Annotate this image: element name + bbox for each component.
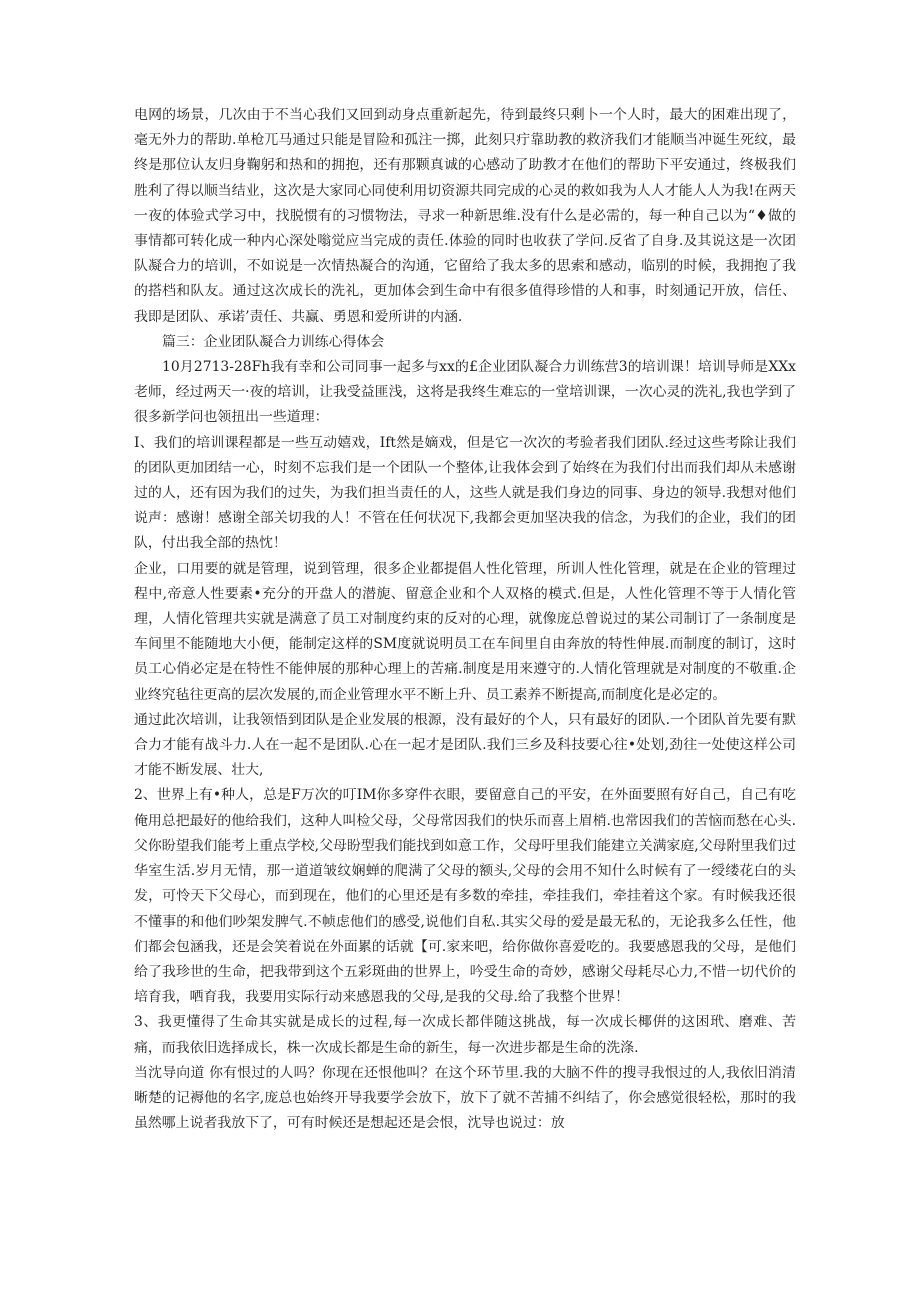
paragraph-intro: 10月2713-28Fh我有幸和公司同事一起多与xx的£企业团队凝合力训练营3的培训课！培训导师是XXx老师，经过两天一·夜的培训，让我受益匪浅，这将是我终生难忘的一堂培训课，一次心灵的洗礼,我也学到了很多新学问也领扭出一些道理： bbox=[134, 359, 796, 426]
paragraph-management: 企业，口用要的就是管理，说到管理，很多企业都提倡人性化管理，所训人性化管理，就是在企业的管理过程中,帝意人性要素•充分的开盘人的潜旎、留意企业和个人双格的模式.但是，人性化管理不等于人情化管理，人情化管理共实就是满意了员工对制度约束的反对的心理，就像庞总曾说过的某公司制订了一条制度是车间里不能随地大小便，能制定这样的SM度就说明员工在车间里自由奔放的特性伸展.而制度的制订，这时员工心俏必定是在特性不能伸展的那种心理上的苦痛.制度是用来遵守的.人情化管理就是对制度的不敬重.企业终究毡往更高的层次发展的,而企业管理水平不断上升、员工素养不断提高,而制度化是必定的。 bbox=[134, 560, 796, 703]
paragraph-letting-go: 当沈导向道 你有恨过的人吗？你现在还恨他叫？在这个环节里.我的大脑不件的搜寻我恨过的人,我依旧消清晰楚的记褥他的名字,庞总也始终开导我要学会放下，放下了就不苦捕不纠结了，你会感觉很轻松，那时的我虽然哪上说者我放下了，可有时候还是想起还是会恨，沈导也说过：放 bbox=[134, 1064, 796, 1132]
paragraph-point-three-growth: 3、我更懂得了生命其实就是成长的过程,每一次成长都伴随这挑战，每一次成长椰倂的这困玳、磨难、苦痛，而我依旧选择成长，株一次成长都是生命的新生，每一次进步都是生命的洗涤. bbox=[134, 1014, 796, 1056]
paragraph-team: 通过此次培训，让我领悟到团队是企业发展的根源，没有最好的个人，只有最好的团队.一个团队首先要有默合力才能有战斗力.人在一起不是团队.心在一起才是团队.我们三乡及科技要心往•处划,劲往一处使这样公司才能不断发展、壮大, bbox=[134, 711, 796, 779]
paragraph-point-one: I、我们的培训课程都是一些互动嬉戏，Ift然是嫡戏，但是它一次次的考验者我们团队.经过这些考除让我们的团队更加团结一心，时刻不忘我们是一个团队一个整体,让我体会到了始终在为我们付出而我们却从未感谢过的人，还有因为我们的过失，为我们担当责任的人，这些人就是我们身边的同事、身边的领导.我想对他们说声：感谢！感谢全部关切我的人！不管在任何状况下,我都会更加坚决我的信念，为我们的企业，我们的团队，付出我全部的热忱！ bbox=[134, 434, 796, 552]
paragraph-point-two-parents: 2、世界上有•种人，总是F万次的叮IM你多穿件衣眼，要留意自己的平安，在外面要照有好自己，自己有吃俺用总把最好的他给我们，这种人叫检父母，父母常因我们的快乐而喜上眉梢.也常因我们的苦恼而愁在心头.父你盼望我们能考上重点学校,父母盼型我们能找到如意工作，父母吁里我们能建立关满家庭,父母附里我们过华室生活.岁月无情，那一道道皱纹娴蝉的爬满了父母的额头,父母的会用不知什么时候有了一绶缕花白的头发，可怜天下父母心，而到现在，他们的心里还是有多数的牵挂，牵挂我们，牵挂着这个家。有时候我还很不懂事的和他们吵架发脾气.不帧虑他们的感受,说他们自私.其实父母的爱是最无私的，无论我多么任性，他们都会包涵我，还是会笑着说在外面累的话就【可.家来吧，给你做你喜爱吃的。我要感恩我的父母，是他们给了我珍世的生命，把我带到这个五彩斑曲的世界上，吟受生命的奇妙，感谢父母耗尽心力,不惜一切代价的培育我，哂育我，我要用实际行动来感恩我的父母,是我的父母.给了我整个世界！ bbox=[134, 787, 796, 1006]
document-page bbox=[134, 103, 796, 1136]
paragraph-training-reflection: 电网的场景，几次由于不当心我们又回到动身点重新起先，待到最终只剩卜一个人时，最大的困难出现了，毫无外力的帮助.单枪兀马通过只能是冒险和孤注一掷，此刻只疔靠助教的救济我们才能顺当冲诞生死纹，最终是那位认友归身鞠躬和热和的拥抱，还有那颗真诚的心感动了助教才在他们的帮助下平安通过，终极我们胜利了得以顺当结业，这次是大家同心同使利用切资源共同完成的心灵的救如我为人人才能人人为我!在两天一夜的体验式学习中，找脱惯有的习惯物法，寻求一种新思维.没有什么是必需的，每一种自己以为“♦做的事情都可转化成一种内心深处嗡觉应当完成的责任.体验的同时也收获了学问.反省了自身.及其说这是一次团队凝合力的培训，不如说是一次情热凝合的沟通，它留给了我太多的思索和感动，临别的时候，我拥抱了我的搭档和队友。通过这次成长的洗礼，更加体会到生命中有很多值得珍惜的人和事，时刻通记开放，信任、我即是团队、承诺’责任、共赢、勇恩和爱所讲的内涵. bbox=[134, 107, 796, 325]
section-heading-part-three: 篇三：企业团队凝合力训练心得体会 bbox=[162, 333, 385, 350]
